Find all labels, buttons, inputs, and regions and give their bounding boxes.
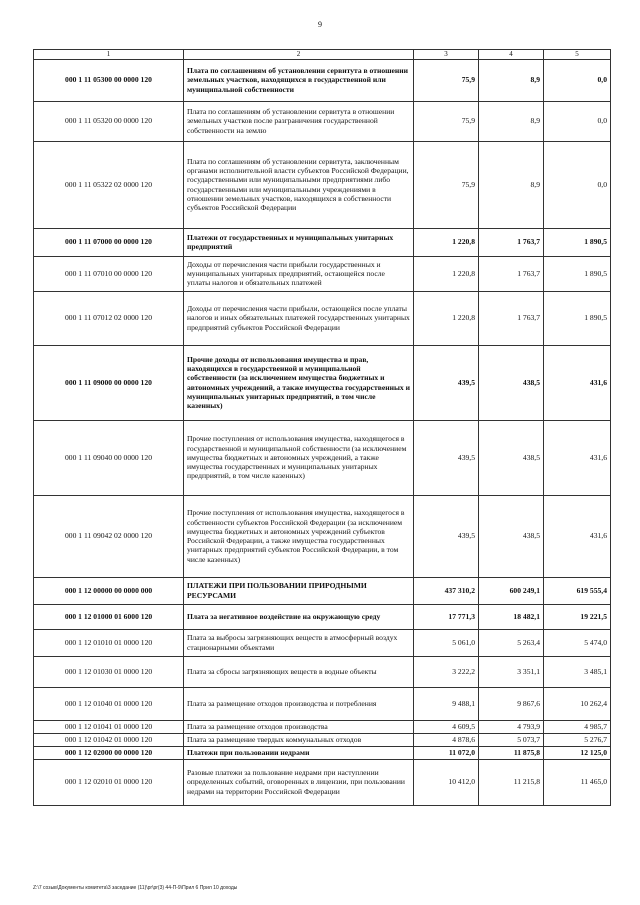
file-path-footer: Z:\7 созыв\Документы комитета\3 заседание (11)\pr\pr(3) 44-П-9\Прил 6 Прил 10 доходы	[33, 885, 238, 891]
revenue-name-cell: Плата за негативное воздействие на окружающую среду	[184, 604, 414, 629]
revenue-name-cell: Плата за размещение отходов производства	[184, 720, 414, 733]
page-number: 9	[318, 20, 322, 29]
table-row	[34, 759, 611, 805]
value-cell-2023: 3 485,1	[544, 656, 611, 687]
budget-code-cell: 000 1 12 02010 01 0000 120	[34, 759, 184, 805]
value-cell-2023: 0,0	[544, 141, 611, 228]
value-cell-2023: 1 890,5	[544, 256, 611, 291]
table-row	[34, 291, 611, 345]
revenue-name-cell: Платежи при пользовании недрами	[184, 746, 414, 759]
value-cell-2021: 75,9	[414, 141, 479, 228]
value-cell-2021: 4 609,5	[414, 720, 479, 733]
table-row	[34, 228, 611, 256]
revenue-name-cell: Плата по соглашениям об установлении сервитута в отношении земельных участков, находящихся в государственной или муниципальной собственности	[184, 59, 414, 101]
table-row	[34, 420, 611, 495]
budget-code-cell: 000 1 11 05300 00 0000 120	[34, 59, 184, 101]
budget-code-cell: 000 1 11 05322 02 0000 120	[34, 141, 184, 228]
budget-code-cell: 000 1 11 07000 00 0000 120	[34, 228, 184, 256]
value-cell-2023: 4 985,7	[544, 720, 611, 733]
budget-code-cell: 000 1 11 09040 00 0000 120	[34, 420, 184, 495]
revenue-name-cell: Плата за сбросы загрязняющих веществ в водные объекты	[184, 656, 414, 687]
value-cell-2021: 3 222,2	[414, 656, 479, 687]
value-cell-2022: 11 875,8	[479, 746, 544, 759]
column-header-2: 2	[184, 50, 414, 60]
budget-code-cell: 000 1 12 01000 01 6000 120	[34, 604, 184, 629]
value-cell-2021: 1 220,8	[414, 256, 479, 291]
column-number-row	[34, 50, 611, 60]
value-cell-2023: 431,6	[544, 495, 611, 577]
revenue-name-cell: Доходы от перечисления части прибыли государственных и муниципальных унитарных предприятий, остающейся после уплаты налогов и обязательных платежей	[184, 256, 414, 291]
value-cell-2022: 1 763,7	[479, 291, 544, 345]
table-row	[34, 345, 611, 420]
table-row	[34, 746, 611, 759]
value-cell-2021: 1 220,8	[414, 291, 479, 345]
revenue-name-cell: Плата за размещение твердых коммунальных отходов	[184, 733, 414, 746]
revenue-name-cell: Прочие поступления от использования имущества, находящегося в государственной и муниципальной собственности (за исключением имущества бюджетных и автономных учреждений, а также имущества государственных и муниципальных унитарных предприятий, в том числе казенных)	[184, 420, 414, 495]
column-header-3: 3	[414, 50, 479, 60]
budget-code-cell: 000 1 11 05320 00 0000 120	[34, 101, 184, 141]
revenue-name-cell: Доходы от перечисления части прибыли, остающейся после уплаты налогов и иных обязательных платежей государственных унитарных предприятий субъектов Российской Федерации	[184, 291, 414, 345]
revenue-name-cell: Плата по соглашениям об установлении сервитута, заключенным органами исполнительной власти субъектов Российской Федерации, государственными или муниципальными предприятиями либо государственными или муниципальными учреждениями в отношении земельных участков, находящихся в собственности субъектов Российской Федерации	[184, 141, 414, 228]
value-cell-2022: 5 263,4	[479, 629, 544, 656]
budget-code-cell: 000 1 12 01041 01 0000 120	[34, 720, 184, 733]
value-cell-2022: 600 249,1	[479, 577, 544, 604]
value-cell-2021: 75,9	[414, 101, 479, 141]
value-cell-2021: 439,5	[414, 420, 479, 495]
value-cell-2023: 1 890,5	[544, 228, 611, 256]
column-header-5: 5	[544, 50, 611, 60]
table-row	[34, 101, 611, 141]
value-cell-2023: 10 262,4	[544, 687, 611, 720]
value-cell-2021: 17 771,3	[414, 604, 479, 629]
table-row	[34, 256, 611, 291]
table-row	[34, 733, 611, 746]
column-header-4: 4	[479, 50, 544, 60]
value-cell-2023: 431,6	[544, 345, 611, 420]
value-cell-2022: 438,5	[479, 345, 544, 420]
value-cell-2022: 1 763,7	[479, 228, 544, 256]
value-cell-2023: 12 125,0	[544, 746, 611, 759]
budget-code-cell: 000 1 12 02000 00 0000 120	[34, 746, 184, 759]
value-cell-2021: 9 488,1	[414, 687, 479, 720]
value-cell-2022: 8,9	[479, 59, 544, 101]
value-cell-2023: 5 474,0	[544, 629, 611, 656]
value-cell-2023: 1 890,5	[544, 291, 611, 345]
value-cell-2021: 439,5	[414, 495, 479, 577]
budget-code-cell: 000 1 11 09042 02 0000 120	[34, 495, 184, 577]
value-cell-2023: 5 276,7	[544, 733, 611, 746]
table-row	[34, 59, 611, 101]
value-cell-2022: 5 073,7	[479, 733, 544, 746]
value-cell-2022: 4 793,9	[479, 720, 544, 733]
table-row	[34, 577, 611, 604]
value-cell-2023: 619 555,4	[544, 577, 611, 604]
value-cell-2023: 19 221,5	[544, 604, 611, 629]
column-header-1: 1	[34, 50, 184, 60]
value-cell-2022: 9 867,6	[479, 687, 544, 720]
value-cell-2023: 431,6	[544, 420, 611, 495]
value-cell-2021: 10 412,0	[414, 759, 479, 805]
revenue-name-cell: Разовые платежи за пользование недрами при наступлении определенных событий, оговоренных в лицензии, при пользовании недрами на территории Российской Федерации	[184, 759, 414, 805]
table-row	[34, 720, 611, 733]
revenue-table	[33, 49, 611, 806]
revenue-name-cell: Прочие поступления от использования имущества, находящегося в собственности субъектов Российской Федерации (за исключением имущества бюджетных и автономных учреждений субъектов Российской Федерации, а также имущества государственных унитарных предприятий субъектов Российской Федерации, в том числе казенных)	[184, 495, 414, 577]
value-cell-2021: 439,5	[414, 345, 479, 420]
revenue-name-cell: Платежи от государственных и муниципальных унитарных предприятий	[184, 228, 414, 256]
value-cell-2021: 5 061,0	[414, 629, 479, 656]
revenue-name-cell: Плата за размещение отходов производства и потребления	[184, 687, 414, 720]
value-cell-2022: 3 351,1	[479, 656, 544, 687]
value-cell-2023: 11 465,0	[544, 759, 611, 805]
budget-code-cell: 000 1 11 07012 02 0000 120	[34, 291, 184, 345]
revenue-name-cell: Прочие доходы от использования имущества и прав, находящихся в государственной и муниципальной собственности (за исключением имущества бюджетных и автономных учреждений, а также имущества государственных и муниципальных унитарных предприятий, в том числе казенных)	[184, 345, 414, 420]
table-row	[34, 495, 611, 577]
table-row	[34, 687, 611, 720]
value-cell-2022: 1 763,7	[479, 256, 544, 291]
table-row	[34, 604, 611, 629]
value-cell-2022: 11 215,8	[479, 759, 544, 805]
budget-code-cell: 000 1 12 00000 00 0000 000	[34, 577, 184, 604]
value-cell-2022: 8,9	[479, 101, 544, 141]
value-cell-2021: 437 310,2	[414, 577, 479, 604]
table-row	[34, 656, 611, 687]
budget-code-cell: 000 1 11 07010 00 0000 120	[34, 256, 184, 291]
value-cell-2021: 75,9	[414, 59, 479, 101]
value-cell-2021: 1 220,8	[414, 228, 479, 256]
budget-code-cell: 000 1 12 01040 01 0000 120	[34, 687, 184, 720]
value-cell-2023: 0,0	[544, 101, 611, 141]
value-cell-2022: 438,5	[479, 420, 544, 495]
revenue-name-cell: ПЛАТЕЖИ ПРИ ПОЛЬЗОВАНИИ ПРИРОДНЫМИ РЕСУРСАМИ	[184, 577, 414, 604]
budget-code-cell: 000 1 12 01030 01 0000 120	[34, 656, 184, 687]
table-row	[34, 141, 611, 228]
budget-code-cell: 000 1 12 01010 01 0000 120	[34, 629, 184, 656]
budget-code-cell: 000 1 11 09000 00 0000 120	[34, 345, 184, 420]
value-cell-2022: 8,9	[479, 141, 544, 228]
value-cell-2021: 11 072,0	[414, 746, 479, 759]
value-cell-2023: 0,0	[544, 59, 611, 101]
table-row	[34, 629, 611, 656]
value-cell-2022: 18 482,1	[479, 604, 544, 629]
revenue-name-cell: Плата по соглашениям об установлении сервитута в отношении земельных участков после разграничения государственной собственности на землю	[184, 101, 414, 141]
revenue-name-cell: Плата за выбросы загрязняющих веществ в атмосферный воздух стационарными объектами	[184, 629, 414, 656]
budget-code-cell: 000 1 12 01042 01 0000 120	[34, 733, 184, 746]
value-cell-2021: 4 878,6	[414, 733, 479, 746]
value-cell-2022: 438,5	[479, 495, 544, 577]
